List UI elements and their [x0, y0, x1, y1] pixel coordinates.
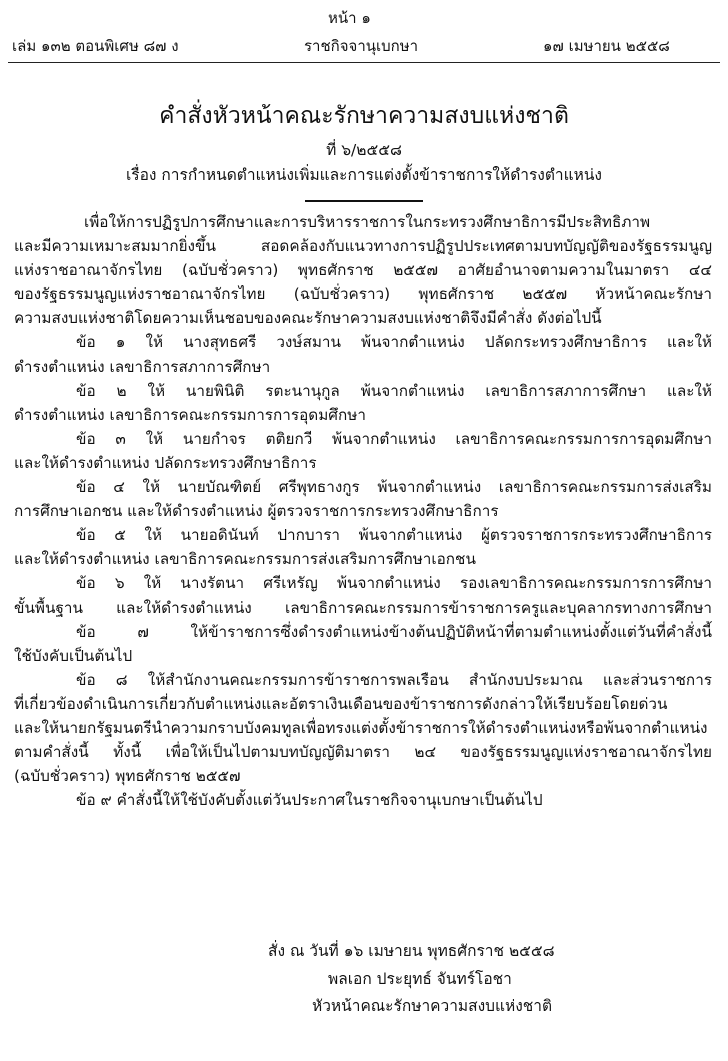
gazette-name: ราชกิจจานุเบกษา	[304, 37, 419, 55]
clause-4: ข้อ ๔ ให้ นายบัณฑิตย์ ศรีพุทธางกูร พ้นจากตำแหน่ง เลขาธิการคณะกรรมการส่งเสริม	[76, 478, 712, 497]
signatory-position: หัวหน้าคณะรักษาความสงบแห่งชาติ	[312, 997, 553, 1015]
order-body	[14, 210, 712, 812]
title-divider	[305, 200, 423, 202]
clause-7: ข้อ ๗ ให้ข้าราชการซึ่งดำรงตำแหน่งข้างต้นปฏิบัติหน้าที่ตามตำแหน่งตั้งแต่วันที่คำสั่งนี้	[76, 622, 712, 641]
body-line: ความสงบแห่งชาติโดยความเห็นชอบของคณะรักษาความสงบแห่งชาติจึงมีคำสั่ง ดังต่อไปนี้	[14, 309, 602, 328]
body-line: และให้ดำรงตำแหน่ง เลขาธิการคณะกรรมการส่งเสริมการศึกษาเอกชน	[14, 550, 476, 569]
body-line: เพื่อให้การปฏิรูปการศึกษาและการบริหารราชการในกระทรวงศึกษาธิการมีประสิทธิภาพ	[84, 213, 651, 231]
body-line: และให้นายกรัฐมนตรีนำความกราบบังคมทูลเพื่อทรงแต่งตั้งข้าราชการให้ดำรงตำแหน่งหรือพ้นจากตำแหน่ง	[14, 718, 708, 737]
body-line: และให้ดำรงตำแหน่ง ปลัดกระทรวงศึกษาธิการ	[14, 453, 317, 472]
clause-1: ข้อ ๑ ให้ นางสุทธศรี วงษ์สมาน พ้นจากตำแหน่ง ปลัดกระทรวงศึกษาธิการ และให้	[76, 333, 712, 352]
issue-date: สั่ง ณ วันที่ ๑๖ เมษายน พุทธศักราช ๒๕๕๘	[268, 942, 555, 960]
page-number: หน้า ๑	[328, 9, 371, 27]
body-line: ที่เกี่ยวข้องดำเนินการเกี่ยวกับตำแหน่งและอัตราเงินเดือนของข้าราชการดังกล่าวให้เรียบร้อยโดยด่วน	[14, 694, 668, 713]
body-line: ขั้นพื้นฐาน และให้ดำรงตำแหน่ง เลขาธิการคณะกรรมการข้าราชการครูและบุคลากรทางการศึกษา	[14, 598, 712, 617]
body-line: การศึกษาเอกชน และให้ดำรงตำแหน่ง ผู้ตรวจราชการกระทรวงศึกษาธิการ	[14, 502, 499, 521]
body-line: ของรัฐธรรมนูญแห่งราชอาณาจักรไทย (ฉบับชั่วคราว) พุทธศักราช ๒๕๕๗ หัวหน้าคณะรักษา	[14, 285, 712, 304]
body-line: ใช้บังคับเป็นต้นไป	[14, 646, 133, 665]
gazette-date: ๑๗ เมษายน ๒๕๕๘	[543, 37, 670, 55]
clause-9: ข้อ ๙ คำสั่งนี้ให้ใช้บังคับตั้งแต่วันประกาศในราชกิจจานุเบกษาเป็นต้นไป	[76, 791, 543, 810]
body-line: ตามคำสั่งนี้ ทั้งนี้ เพื่อให้เป็นไปตามบทบัญญัติมาตรา ๒๔ ของรัฐธรรมนูญแห่งราชอาณาจักรไทย	[14, 743, 712, 762]
volume-info: เล่ม ๑๓๒ ตอนพิเศษ ๘๗ ง	[12, 37, 179, 55]
header-rule	[8, 62, 720, 63]
order-title: คำสั่งหัวหน้าคณะรักษาความสงบแห่งชาติ	[159, 103, 569, 129]
body-line: (ฉบับชั่วคราว) พุทธศักราช ๒๕๕๗	[14, 767, 241, 786]
clause-8: ข้อ ๘ ให้สำนักงานคณะกรรมการข้าราชการพลเรือน สำนักงบประมาณ และส่วนราชการ	[76, 670, 712, 689]
body-line: ดำรงตำแหน่ง เลขาธิการสภาการศึกษา	[14, 357, 271, 376]
body-line: และมีความเหมาะสมมากยิ่งขึ้น สอดคล้องกับแนวทางการปฏิรูปประเทศตามบทบัญญัติของรัฐธรรมนูญ	[14, 237, 712, 256]
clause-2: ข้อ ๒ ให้ นายพินิติ รตะนานุกูล พ้นจากตำแหน่ง เลขาธิการสภาการศึกษา และให้	[76, 381, 712, 400]
body-line: แห่งราชอาณาจักรไทย (ฉบับชั่วคราว) พุทธศักราช ๒๕๕๗ อาศัยอำนาจตามความในมาตรา ๔๔	[14, 261, 712, 280]
clause-3: ข้อ ๓ ให้ นายกำจร ตติยกวี พ้นจากตำแหน่ง เลขาธิการคณะกรรมการการอุดมศึกษา	[76, 429, 712, 448]
order-subject: เรื่อง การกำหนดตำแหน่งเพิ่มและการแต่งตั้งข้าราชการให้ดำรงตำแหน่ง	[125, 166, 603, 184]
body-line: ดำรงตำแหน่ง เลขาธิการคณะกรรมการการอุดมศึกษา	[14, 405, 366, 424]
signatory-name: พลเอก ประยุทธ์ จันทร์โอชา	[328, 970, 512, 988]
clause-6: ข้อ ๖ ให้ นางรัตนา ศรีเหรัญ พ้นจากตำแหน่ง รองเลขาธิการคณะกรรมการการศึกษา	[76, 574, 712, 593]
clause-5: ข้อ ๕ ให้ นายอดินันท์ ปากบารา พ้นจากตำแหน่ง ผู้ตรวจราชการกระทรวงศึกษาธิการ	[76, 526, 712, 545]
order-number: ที่ ๖/๒๕๕๘	[326, 141, 402, 159]
